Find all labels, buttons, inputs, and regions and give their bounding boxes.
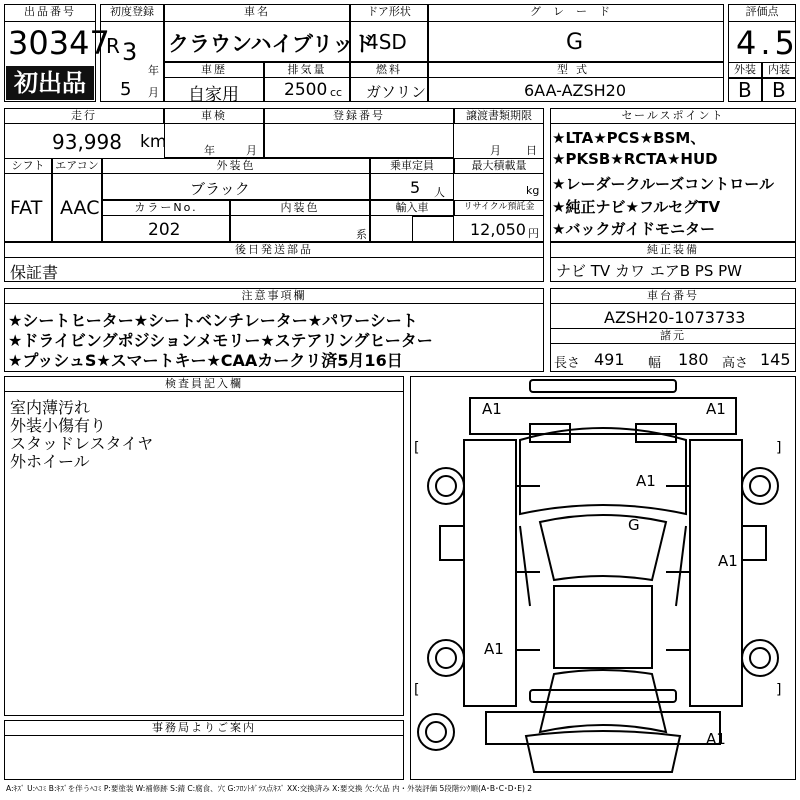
history-label: 車歴 xyxy=(164,62,264,78)
ac-label: エアコン xyxy=(52,158,102,174)
hgt-value: 145 xyxy=(760,350,791,369)
displacement-label: 排気量 xyxy=(264,62,350,78)
sales-line-1: ★LTA★PCS★BSM、 xyxy=(552,129,706,147)
notes-label: 注意事項欄 xyxy=(4,288,544,304)
notes-line-1: ★シートヒーター★シートベンチレーター★パワーシート xyxy=(8,311,418,330)
sales-line-5: ★バックガイドモニター xyxy=(552,220,715,238)
door-type: 4SD xyxy=(366,30,407,54)
colorno-label: カラーNo. xyxy=(102,200,230,216)
car-name: クラウンハイブリッド xyxy=(168,32,375,56)
bracket-left-1: [ xyxy=(414,440,420,456)
era: R xyxy=(106,34,120,58)
reg-label: 初度登録 xyxy=(100,4,164,22)
bracket-left-2: [ xyxy=(414,682,420,698)
insp-year-unit: 年 xyxy=(204,144,215,157)
dmg-front-left: A1 xyxy=(482,400,502,418)
insp-month-unit: 月 xyxy=(246,144,257,157)
fuel-label: 燃料 xyxy=(350,62,428,78)
int-score: B xyxy=(772,78,786,102)
equip-value: ナビ TV カワ エアB PS PW xyxy=(556,262,742,280)
sales-line-4: ★純正ナビ★フルセグTV xyxy=(552,198,721,216)
model-label: 型式 xyxy=(428,62,724,78)
kei-unit: 系 xyxy=(356,228,367,241)
regno-label: 登録番号 xyxy=(264,108,454,124)
legend: A:ｷｽﾞ U:ﾍｺﾐ B:ｷｽﾞを伴うﾍｺﾐ P:要塗装 W:補修跡 S:錆 C:腐食、穴 G:ﾌﾛﾝﾄｶﾞﾗｽ点ｷｽﾞ XX:交換済み X:要交換 欠:欠品 内・外装評価 5段階ﾗﾝｸ順(A･B･C･D･E) 2 xyxy=(6,784,533,793)
dmg-right-side: A1 xyxy=(718,552,738,570)
carname-label: 車名 xyxy=(164,4,350,22)
shift-label: シフト xyxy=(4,158,52,174)
later-label: 後日発送部品 xyxy=(4,242,544,258)
dmg-hood: A1 xyxy=(636,472,656,490)
mileage-label: 走行 xyxy=(4,108,164,124)
door-label: ドア形状 xyxy=(350,4,428,22)
kg-unit: kg xyxy=(526,184,540,197)
recycle: 12,050 xyxy=(470,220,526,239)
load-label: 最大積載量 xyxy=(454,158,544,174)
capacity-label: 乗車定員 xyxy=(370,158,454,174)
person-unit: 人 xyxy=(434,186,445,199)
intcolor-cell xyxy=(230,200,370,242)
bracket-right-2: ] xyxy=(776,682,782,698)
wid-label: 幅 xyxy=(648,356,662,371)
intcolor-label: 内装色 xyxy=(230,200,370,216)
color-label: 外装色 xyxy=(102,158,370,174)
yen-unit: 円 xyxy=(528,227,539,240)
year-unit: 年 xyxy=(148,64,159,77)
inspector-line-3: スタッドレスタイヤ xyxy=(10,434,154,453)
len-label: 長さ xyxy=(554,356,581,371)
car-diagram xyxy=(410,376,796,780)
len-value: 491 xyxy=(594,350,625,369)
reg-month: 5 xyxy=(120,79,132,100)
int-label: 内装 xyxy=(762,62,796,78)
notes-line-3: ★プッシュS★スマートキー★CAAカークリ済5月16日 xyxy=(8,351,403,370)
model: 6AA-AZSH20 xyxy=(524,81,627,100)
displacement: 2500 xyxy=(284,80,328,100)
bracket-right-1: ] xyxy=(776,440,782,456)
ac: AAC xyxy=(60,197,100,219)
transfer-label: 譲渡書類期限 xyxy=(454,108,544,124)
dmg-front-right: A1 xyxy=(706,400,726,418)
dmg-windshield: G xyxy=(628,516,640,534)
chassis-value: AZSH20-1073733 xyxy=(604,308,746,327)
ext-score: B xyxy=(738,78,752,102)
transfer-month-unit: 月 xyxy=(490,144,501,157)
chassis-label: 車台番号 xyxy=(550,288,796,304)
dmg-rear-right: A1 xyxy=(706,730,726,748)
recycle-label: リサイクル預託金 xyxy=(454,200,544,216)
hgt-label: 高さ xyxy=(722,356,749,371)
mileage: 93,998 xyxy=(52,130,122,154)
cc-unit: cc xyxy=(330,86,343,99)
grade-label: グレード xyxy=(428,4,724,22)
equip-label: 純正装備 xyxy=(550,242,796,258)
lot-label: 出品番号 xyxy=(4,4,96,22)
history: 自家用 xyxy=(188,85,239,105)
sales-line-2: ★PKSB★RCTA★HUD xyxy=(552,150,718,168)
lot-number: 30347 xyxy=(8,24,110,62)
color: ブラック xyxy=(190,180,250,198)
capacity: 5 xyxy=(410,178,421,197)
ext-label: 外装 xyxy=(728,62,762,78)
inspector-line-2: 外装小傷有り xyxy=(10,416,107,435)
import-label: 輸入車 xyxy=(370,200,454,216)
inspection-label: 車検 xyxy=(164,108,264,124)
dmg-left-rear: A1 xyxy=(484,640,504,658)
inspector-line-1: 室内薄汚れ xyxy=(10,398,91,417)
fuel: ガソリン xyxy=(366,83,427,101)
km-unit: km xyxy=(140,132,167,152)
sales-label: セールスポイント xyxy=(550,108,796,124)
shift: FAT xyxy=(10,197,43,219)
grade: G xyxy=(566,30,584,55)
sales-line-3: ★レーダークルーズコントロール xyxy=(552,175,774,193)
office-label: 事務局よりご案内 xyxy=(4,720,404,736)
notes-line-2: ★ドライビングポジションメモリー★ステアリングヒーター xyxy=(8,331,433,350)
transfer-day-unit: 日 xyxy=(526,144,537,157)
colorno: 202 xyxy=(148,220,181,240)
specs-label: 諸元 xyxy=(550,328,796,344)
import-sub-cell xyxy=(412,216,454,242)
regno-cell xyxy=(264,108,454,158)
score-label: 評価点 xyxy=(728,4,796,22)
inspector-line-4: 外ホイール xyxy=(10,452,90,471)
score: 4.5 xyxy=(736,24,799,62)
month-unit: 月 xyxy=(148,86,159,99)
later-value: 保証書 xyxy=(10,263,59,282)
wid-value: 180 xyxy=(678,350,709,369)
first-listing-badge: 初出品 xyxy=(6,66,94,100)
reg-year: 3 xyxy=(122,38,138,66)
inspector-label: 検査員記入欄 xyxy=(4,376,404,392)
